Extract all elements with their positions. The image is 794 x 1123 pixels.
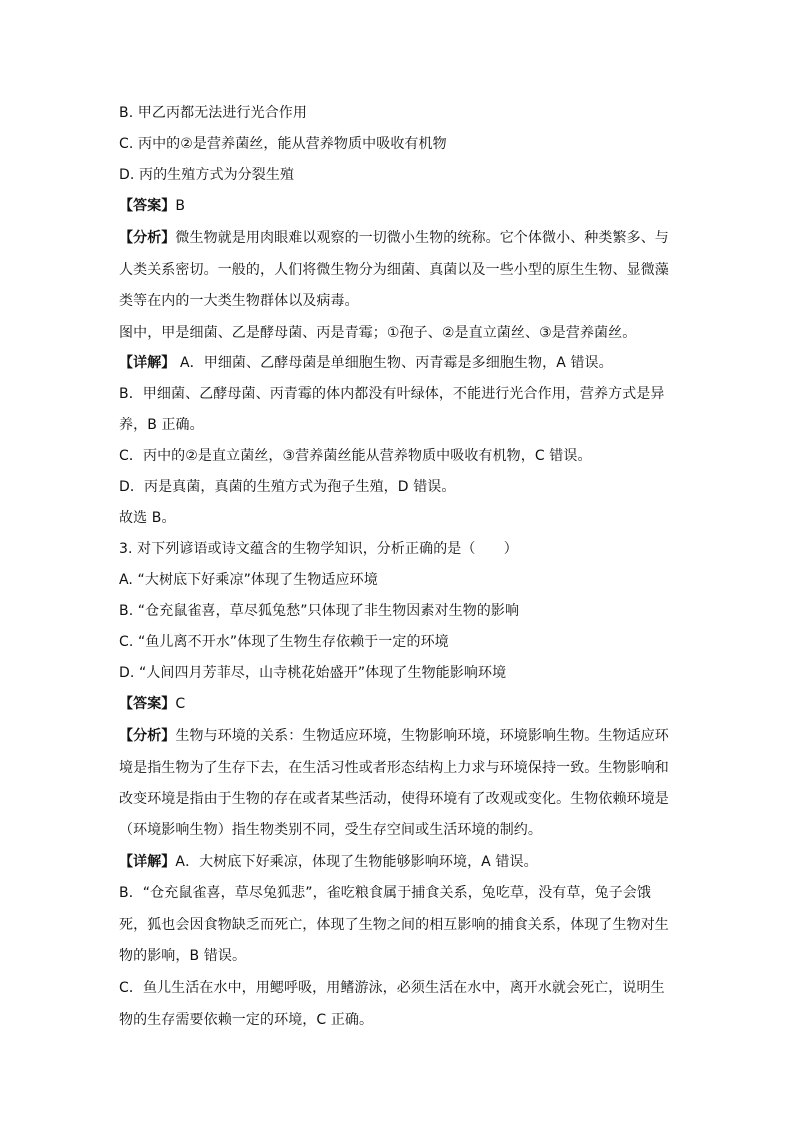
option-line: B. “仓充鼠雀喜，草尽狐兔愁”只体现了非生物因素对生物的影响 — [119, 603, 520, 619]
text-line: 改变环境是指由于生物的存在或者某些活动，使得环境有了改观或变化。生物依赖环境是 — [119, 791, 669, 807]
text-line: B．甲细菌、乙酵母菌、丙青霉的体内都没有叶绿体，不能进行光合作用，营养方式是异 — [119, 386, 665, 402]
answer-line: 【答案】C — [119, 696, 186, 712]
detail-line: 【详解】A．大树底下好乘凉，体现了生物能够影响环境，A 错误。 — [119, 854, 538, 870]
detail-line: 【详解】 A．甲细菌、乙酵母菌是单细胞生物、丙青霉是多细胞生物，A 错误。 — [119, 355, 613, 371]
option-line: B. 甲乙丙都无法进行光合作用 — [119, 105, 308, 121]
option-line: D. “人间四月芳菲尽，山寺桃花始盛开”体现了生物能影响环境 — [119, 665, 507, 681]
text-line: 死，狐也会因食物缺乏而死亡，体现了生物之间的相互影响的捕食关系，体现了生物对生 — [119, 917, 669, 933]
option-line: C. “鱼儿离不开水”体现了生物生存依赖于一定的环境 — [119, 634, 449, 650]
text-line: D．丙是真菌，真菌的生殖方式为孢子生殖，D 错误。 — [119, 479, 456, 495]
analysis-line: 【分析】微生物就是用肉眼难以观察的一切微小生物的统称。它个体微小、种类繁多、与 — [119, 230, 669, 246]
text-line: 物的生存需要依赖一定的环境，C 正确。 — [119, 1012, 374, 1028]
text-line: （环境影响生物）指生物类别不同，受生存空间或生活环境的制约。 — [119, 822, 542, 838]
text-line: 故选 B。 — [119, 510, 176, 526]
text-line: C．鱼儿生活在水中，用鳃呼吸，用鳍游泳，必须生活在水中，离开水就会死亡，说明生 — [119, 980, 665, 996]
text-line: 类等在内的一大类生物群体以及病毒。 — [119, 293, 359, 309]
text-line: 境是指生物为了生存下去，在生活习性或者形态结构上力求与环境保持一致。生物影响和 — [119, 760, 669, 776]
text-line: B．“仓充鼠雀喜，草尽兔狐悲”，雀吃粮食属于捕食关系，兔吃草，没有草，兔子会饿 — [119, 885, 652, 901]
option-line: C. 丙中的②是营养菌丝，能从营养物质中吸收有机物 — [119, 136, 447, 152]
question-stem: 3. 对下列谚语或诗文蕴含的生物学知识，分析正确的是（ ） — [119, 541, 518, 557]
text-line: 养，B 正确。 — [119, 417, 204, 433]
text-line: 图中，甲是细菌、乙是酵母菌、丙是青霉；①孢子、②是直立菌丝、③是营养菌丝。 — [119, 325, 637, 341]
answer-line: 【答案】B — [119, 198, 186, 214]
text-line: 物的影响，B 错误。 — [119, 948, 247, 964]
option-line: D. 丙的生殖方式为分裂生殖 — [119, 167, 295, 183]
text-line: 人类关系密切。一般的，人们将微生物分为细菌、真菌以及一些小型的原生生物、显微藻 — [119, 262, 669, 278]
analysis-line: 【分析】生物与环境的关系：生物适应环境，生物影响环境，环境影响生物。生物适应环 — [119, 728, 669, 744]
option-line: A. “大树底下好乘凉”体现了生物适应环境 — [119, 572, 378, 588]
text-line: C．丙中的②是直立菌丝，③营养菌丝能从营养物质中吸收有机物，C 错误。 — [119, 448, 592, 464]
